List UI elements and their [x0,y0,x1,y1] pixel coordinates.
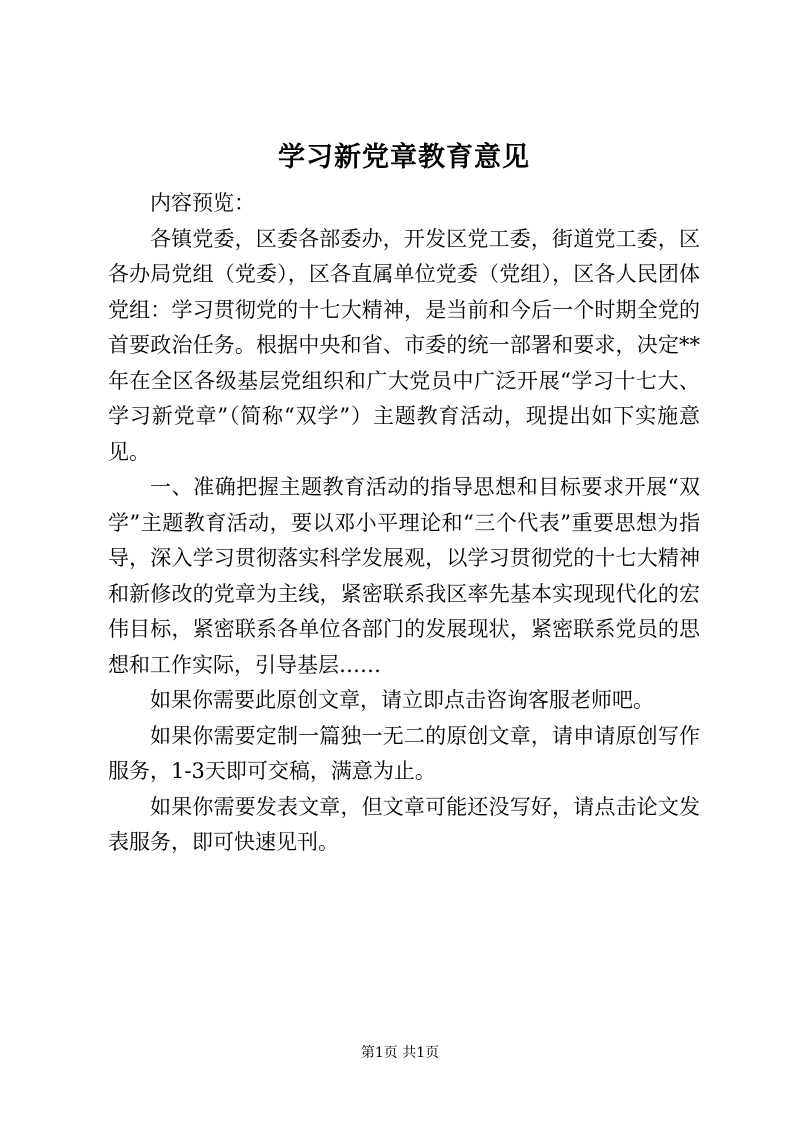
paragraph-consult-link: 如果你需要此原创文章，请立即点击咨询客服老师吧。 [150,688,654,712]
document-title: 学习新党章教育意见 [278,142,530,173]
page-footer: 第1页 共1页 [360,1045,440,1061]
preview-label: 内容预览： [150,191,255,215]
paragraph-publishing: 如果你需要发表文章，但文章可能还没写好，请点击论文发表服务，即可快速见刊。 [108,794,700,854]
paragraph-intro: 各镇党委，区委各部委办，开发区党工委，街道党工委，区各办局党组（党委），区各直属单位党委（党组），区各人民团体党组：学习贯彻党的十七大精神，是当前和今后一个时期全党的首要政治任务。根据中央和省、市委的统一部署和要求，决定**年在全区各级基层党组织和广大党员中广泛开展“学习十七大、学习新党章”（简称“双学”）主题教育活动，现提出如下实施意见。 [108,226,700,464]
paragraph-section-one: 一、准确把握主题教育活动的指导思想和目标要求开展“双学”主题教育活动，要以邓小平理论和“三个代表”重要思想为指导，深入学习贯彻落实科学发展观，以学习贯彻党的十七大精神和新修改的党章为主线，紧密联系我区率先基本实现现代化的宏伟目标，紧密联系各单位各部门的发展现状，紧密联系党员的思想和工作实际，引导基层…… [108,475,700,677]
paragraph-custom-writing: 如果你需要定制一篇独一无二的原创文章，请申请原创写作服务，1-3天即可交稿，满意为止。 [108,723,700,783]
